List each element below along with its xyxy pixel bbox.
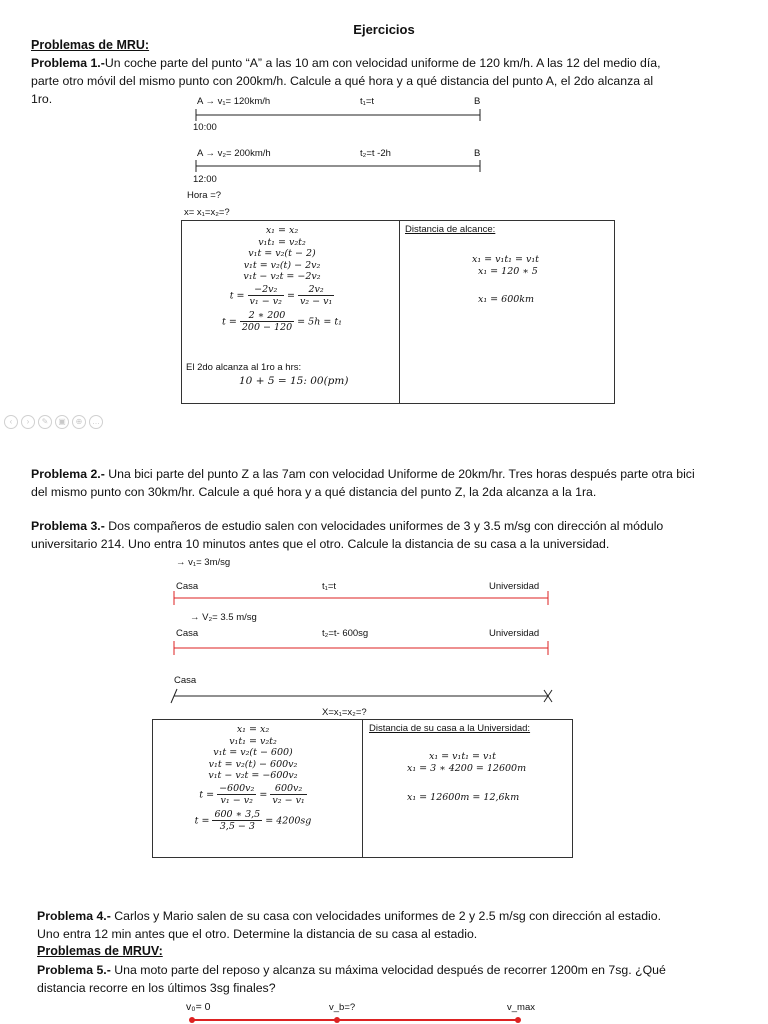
problem-3-label: Problema 3.- <box>31 519 105 533</box>
p1-d1-b-label: B <box>474 96 481 107</box>
p3-t2: t₂=t- 600sg <box>322 628 369 639</box>
problem-1-line-2: parte otro móvil del mismo punto con 200km/h. Calcule a qué hora y a qué distancia del punto A, el 2do alcanza al <box>31 74 654 88</box>
p1-r3: x₁ = 600km <box>478 294 535 305</box>
problem-3-line-1: Dos compañeros de estudio salen con velocidades uniformes de 3 y 3.5 m/sg con dirección al módulo <box>104 519 664 533</box>
viewer-toolbar <box>4 415 103 429</box>
p1-eq-4: v₁t = v₂(t) − 2v₂ <box>243 259 321 271</box>
p3-x-eq: X=x₁=x₂=? <box>322 707 367 718</box>
p3-d3-axis <box>168 686 556 706</box>
p5-vmax: v_max <box>507 1002 535 1013</box>
p3-r2: x₁ = 3 ∗ 4200 = 12600m <box>407 763 527 774</box>
problem-2-text <box>31 465 751 501</box>
p3-eq-2: v₁t₁ = v₂t₂ <box>229 735 277 747</box>
p3-d1-axis <box>168 590 556 606</box>
p3-univ-2: Universidad <box>489 628 540 639</box>
p1-eq-3: v₁t = v₂(t − 2) <box>248 248 316 259</box>
p3-right-title: Distancia de su casa a la Universidad: <box>369 723 531 734</box>
p3-casa-2: Casa <box>176 628 199 639</box>
p1-d2-time: 12:00 <box>193 174 217 185</box>
problem-5-text <box>37 961 749 997</box>
p1-hora: Hora =? <box>187 190 222 201</box>
problem-4-label: Problema 4.- <box>37 909 111 923</box>
p3-d2-axis <box>168 640 556 656</box>
image-icon[interactable]: ▣ <box>55 415 69 429</box>
problem-2-label: Problema 2.- <box>31 467 105 481</box>
p3-casa-1: Casa <box>176 581 199 592</box>
p3-solution-box <box>152 719 573 858</box>
p3-eq-7: t = $\frac{600 ∗ 3,5}{3,5 - 3}$ = 4200sg <box>194 808 312 832</box>
p3-univ-1: Universidad <box>489 581 540 592</box>
p3-casa-3: Casa <box>174 675 197 686</box>
p1-r1: x₁ = v₁t₁ = v₁t <box>472 254 539 265</box>
p1-d1-axis <box>190 108 490 122</box>
problem-3-text <box>31 517 751 553</box>
p5-axis <box>180 1012 530 1024</box>
p1-d2-t-label: t₂=t -2h <box>360 148 391 159</box>
zoom-icon[interactable]: ⊕ <box>72 415 86 429</box>
problem-2-line-1: Una bici parte del punto Z a las 7am con velocidad Uniforme de 20km/hr. Tres horas después parte otra bici <box>104 467 695 481</box>
p1-alcance-text: El 2do alcanza al 1ro a hrs: <box>186 362 302 373</box>
back-icon[interactable]: ‹ <box>4 415 18 429</box>
p3-derivation <box>153 724 353 833</box>
p1-solution-box <box>181 220 615 404</box>
p1-eq-6: t = $\frac{\text{−2v₂}}{\text{v₁ − v₂}}$ = $\frac{\text{2v₂}}{\text{v₂ − v₁}}$ <box>229 283 333 307</box>
problem-1-text <box>31 54 751 108</box>
problem-5-line-2: distancia recorre en los últimos 3sg finales? <box>37 981 276 995</box>
p1-derivation <box>182 225 382 334</box>
problem-1-label: Problema 1.- <box>31 56 105 70</box>
p1-eq-5: v₁t − v₂t = −2v₂ <box>243 271 321 282</box>
more-icon[interactable]: … <box>89 415 103 429</box>
p5-vb: v_b=? <box>329 1002 356 1013</box>
p1-d1-time: 10:00 <box>193 122 217 133</box>
mru-heading: Problemas de MRU: <box>31 38 150 52</box>
p1-eq-2: v₁t₁ = v₂t₂ <box>258 236 306 248</box>
mruv-heading: Problemas de MRUV: <box>37 944 163 958</box>
problem-1-line-1: Un coche parte del punto “A” a las 10 am con velocidad uniforme de 120 km/h. A las 12 del medio día, <box>104 56 661 70</box>
page-title: Ejercicios <box>353 22 415 37</box>
p3-r1: x₁ = v₁t₁ = v₁t <box>429 751 496 762</box>
p1-alcance-eq: 10 + 5 = 15: 00(pm) <box>239 375 349 387</box>
p3-eq-1: x₁ = x₂ <box>236 724 270 735</box>
p1-d2-b-label: B <box>474 148 481 159</box>
problem-1-line-3: 1ro. <box>31 92 53 106</box>
p3-eq-3: v₁t = v₂(t − 600) <box>213 747 293 758</box>
pen-icon[interactable]: ✎ <box>38 415 52 429</box>
p1-eq-7: t = $\frac{2 ∗ 200}{200 - 120}$ = 5h = t₁ <box>222 309 342 333</box>
problem-5-label: Problema 5.- <box>37 963 111 977</box>
p3-eq-4: v₁t = v₂(t) − 600v₂ <box>208 758 298 770</box>
p1-d1-a-label: A → v₁= 120km/h <box>197 96 271 107</box>
p1-d2-a-label: A → v₂= 200km/h <box>197 148 271 159</box>
p3-v1: → v₁= 3m/sg <box>176 557 231 568</box>
p5-v0: v₀= 0 <box>186 1001 211 1013</box>
p1-r2: x₁ = 120 ∗ 5 <box>478 266 538 277</box>
problem-3-line-2: universitario 214. Uno entra 10 minutos antes que el otro. Calcule la distancia de su casa a la universidad. <box>31 537 610 551</box>
p1-eq-1: x₁ = x₂ <box>265 225 299 236</box>
problem-4-text <box>37 907 749 943</box>
problem-2-line-2: del mismo punto con 30km/hr. Calcule a qué hora y a qué distancia del punto Z, la 2da alcanza a la 1ra. <box>31 485 597 499</box>
p3-v2: → V₂= 3.5 m/sg <box>190 612 257 623</box>
problem-5-line-1: Una moto parte del reposo y alcanza su máxima velocidad después de recorrer 1200m en 7sg. ¿Qué <box>110 963 666 977</box>
p1-d2-axis <box>190 159 490 173</box>
forward-icon[interactable]: › <box>21 415 35 429</box>
p1-d1-t-label: t₁=t <box>360 96 375 107</box>
p3-eq-6: t = $\frac{\text{−600v₂}}{\text{v₁ − v₂}}$ = $\frac{\text{600v₂}}{\text{v₂ − v₁}}$ <box>199 782 305 806</box>
p3-eq-5: v₁t − v₂t = −600v₂ <box>208 770 298 781</box>
problem-4-line-2: Uno entra 12 min antes que el otro. Determine la distancia de su casa al estadio. <box>37 927 478 941</box>
p1-x-eq: x= x₁=x₂=? <box>184 207 230 218</box>
p3-r3: x₁ = 12600m = 12,6km <box>407 792 520 803</box>
p1-right-title: Distancia de alcance: <box>405 224 496 235</box>
problem-4-line-1: Carlos y Mario salen de su casa con velocidades uniformes de 2 y 2.5 m/sg con dirección al estadio. <box>110 909 662 923</box>
p3-t1: t₁=t <box>322 581 337 592</box>
